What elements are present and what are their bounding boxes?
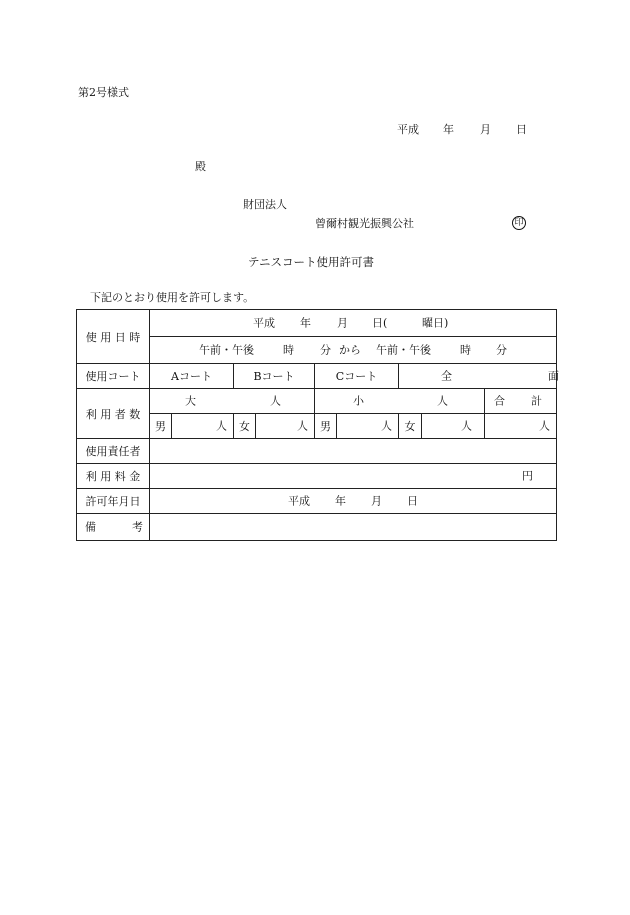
court-b: Bコート [234, 364, 315, 389]
intro-text: 下記のとおり使用を許可します。 [90, 291, 255, 304]
fee-unit: 円 [522, 469, 534, 483]
row-fee [77, 464, 557, 489]
header-date-year: 年 [443, 123, 454, 136]
fee-value[interactable] [150, 464, 557, 489]
row-remarks [77, 514, 557, 541]
usage-weekday: 曜日) [422, 316, 449, 330]
label-court: 使用コート [77, 364, 150, 389]
users-adult-left: 大 [185, 394, 196, 408]
permit-month: 月 [371, 494, 382, 508]
court-all [399, 364, 557, 389]
users-child [315, 389, 485, 414]
label-fee: 利 用 料 金 [77, 464, 150, 489]
total-count: 人 [485, 414, 557, 439]
document-title: テニスコート使用許可書 [248, 255, 375, 269]
court-all-right: 面 [548, 369, 559, 383]
row-usage-date [77, 310, 557, 337]
row-court [77, 364, 557, 389]
issuer-name: 曾爾村観光振興公社 [315, 217, 414, 230]
users-child-right: 人 [437, 394, 448, 408]
seal-mark: 印 [512, 216, 526, 230]
court-c: Cコート [315, 364, 399, 389]
usage-year: 年 [300, 316, 311, 330]
row-responsible [77, 439, 557, 464]
permit-year: 年 [335, 494, 346, 508]
row-users-top [77, 389, 557, 414]
permit-table [76, 309, 557, 541]
issuer-type: 財団法人 [243, 198, 287, 211]
usage-day: 日( [372, 316, 388, 330]
row-permit-date [77, 489, 557, 514]
addressee-suffix: 殿 [195, 160, 206, 173]
child-male-label: 男 [315, 414, 337, 439]
header-date-month: 月 [480, 123, 491, 136]
permit-day: 日 [407, 494, 418, 508]
usage-hour-end: 時 [460, 343, 471, 357]
users-total [485, 389, 557, 414]
remarks-label-left: 備 [85, 520, 96, 534]
usage-ampm-end: 午前・午後 [376, 343, 431, 357]
form-number: 第2号様式 [78, 86, 129, 99]
adult-female-count: 人 [256, 414, 315, 439]
usage-min-end: 分 [496, 343, 507, 357]
label-permit-date: 許可年月日 [77, 489, 150, 514]
label-usage-datetime: 使 用 日 時 [77, 310, 150, 364]
court-all-left: 全 [441, 369, 452, 383]
usage-hour-start: 時 [283, 343, 294, 357]
responsible-value[interactable] [150, 439, 557, 464]
usage-time-cell [150, 337, 557, 364]
usage-from: から [339, 343, 361, 357]
usage-month: 月 [337, 316, 348, 330]
remarks-value[interactable] [150, 514, 557, 541]
label-responsible: 使用責任者 [77, 439, 150, 464]
users-adult [150, 389, 315, 414]
usage-date-cell [150, 310, 557, 337]
remarks-label-right: 考 [132, 520, 143, 534]
header-date-day: 日 [516, 123, 527, 136]
adult-male-label: 男 [150, 414, 172, 439]
permit-date-value[interactable] [150, 489, 557, 514]
child-male-count: 人 [337, 414, 399, 439]
permit-era: 平成 [288, 494, 310, 508]
label-users: 利 用 者 数 [77, 389, 150, 439]
header-date-era: 平成 [397, 123, 419, 136]
usage-era: 平成 [253, 316, 275, 330]
users-adult-right: 人 [270, 394, 281, 408]
court-a: Aコート [150, 364, 234, 389]
label-remarks [77, 514, 150, 541]
users-total-left: 合 [494, 394, 505, 408]
usage-min-start: 分 [320, 343, 331, 357]
usage-ampm-start: 午前・午後 [199, 343, 254, 357]
users-total-right: 計 [531, 394, 542, 408]
child-female-label: 女 [399, 414, 422, 439]
adult-male-count: 人 [172, 414, 234, 439]
users-child-left: 小 [353, 394, 364, 408]
adult-female-label: 女 [234, 414, 256, 439]
child-female-count: 人 [422, 414, 485, 439]
